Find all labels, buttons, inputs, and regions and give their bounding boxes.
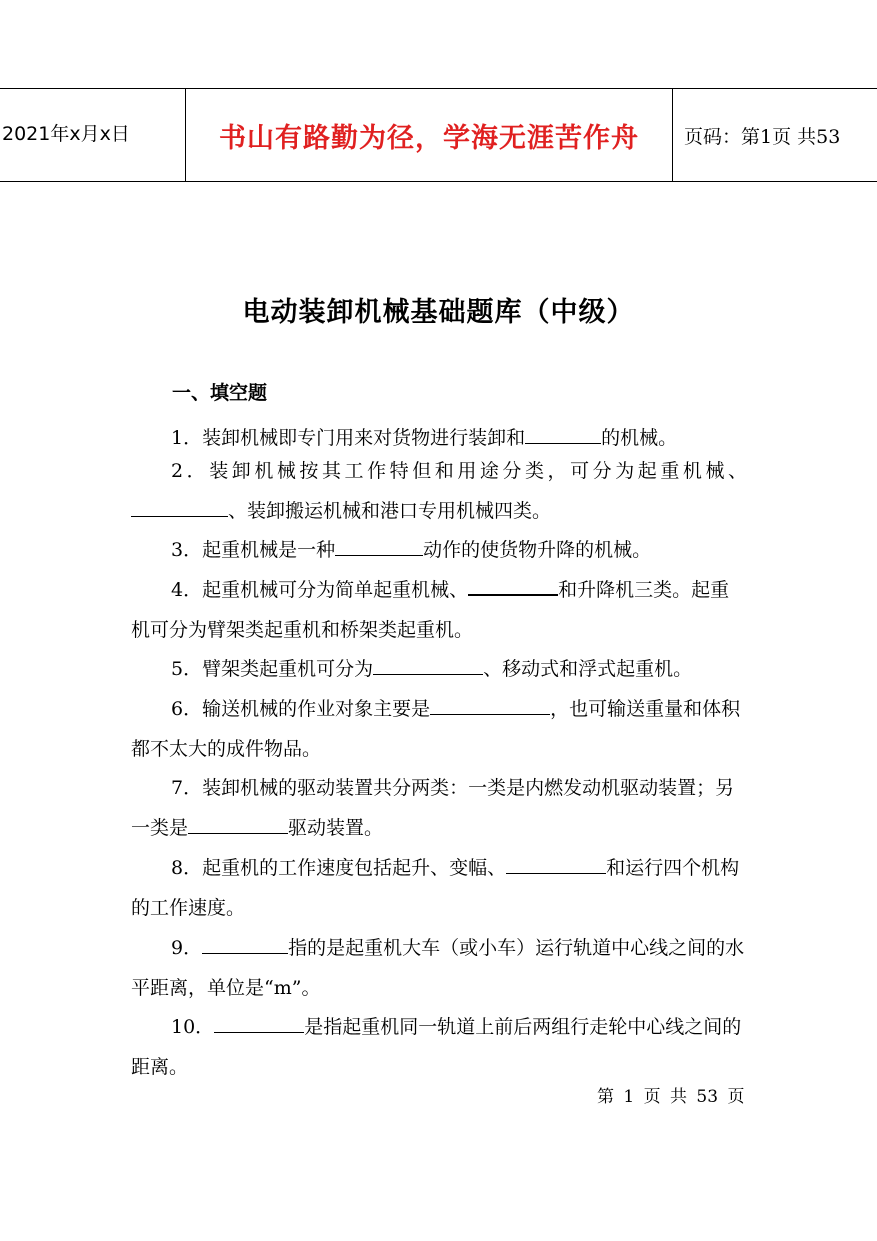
question-text: 、装卸搬运机械和港口专用机械四类。 bbox=[228, 500, 552, 522]
answer-blank bbox=[131, 494, 228, 517]
answer-blank bbox=[525, 421, 601, 444]
question-text: 驱动装置。 bbox=[288, 817, 384, 839]
answer-blank bbox=[468, 572, 558, 596]
question-text: 7．装卸机械的驱动装置共分两类：一类是内燃发动机驱动装置；另一类是 bbox=[131, 777, 735, 839]
header-motto: 书山有路勤为径，学海无涯苦作舟 bbox=[186, 89, 673, 181]
question-7 bbox=[131, 768, 747, 848]
question-text: 3．起重机械是一种 bbox=[171, 539, 336, 561]
question-5 bbox=[131, 649, 747, 689]
question-10 bbox=[131, 1007, 747, 1087]
section-heading: 一、填空题 bbox=[172, 382, 268, 404]
answer-blank bbox=[506, 851, 606, 874]
question-text: 8．起重机的工作速度包括起升、变幅、 bbox=[171, 857, 507, 879]
question-3 bbox=[131, 530, 747, 570]
question-text: 4．起重机械可分为简单起重机械、 bbox=[171, 579, 469, 601]
question-text: 指的是起重机大车（或小车）运行轨道中心线之间的水平距离，单位是“m”。 bbox=[131, 937, 745, 999]
question-8 bbox=[131, 848, 747, 928]
question-text: 10． bbox=[171, 1016, 215, 1038]
answer-blank bbox=[188, 811, 288, 834]
question-text: 1．装卸机械即专门用来对货物进行装卸和 bbox=[171, 427, 526, 449]
question-text: 和运行四个机构的工作速度。 bbox=[131, 857, 740, 919]
answer-blank bbox=[335, 533, 423, 556]
question-text: 9． bbox=[171, 937, 203, 959]
answer-blank bbox=[202, 931, 288, 954]
question-text: 是指起重机同一轨道上前后两组行走轮中心线之间的距离。 bbox=[131, 1016, 742, 1078]
question-6 bbox=[131, 689, 747, 769]
question-text: 、移动式和浮式起重机。 bbox=[483, 658, 693, 680]
question-text: 动作的使货物升降的机械。 bbox=[423, 539, 652, 561]
question-text: 6．输送机械的作业对象主要是 bbox=[171, 698, 431, 720]
answer-blank bbox=[430, 692, 550, 715]
page-header bbox=[0, 88, 877, 182]
question-text: 和升降机三类。起重机可分为臂架类起重机和桥架类起重机。 bbox=[131, 579, 730, 641]
question-text: 5．臂架类起重机可分为 bbox=[171, 658, 374, 680]
header-page-number: 页码：第1页 共53 bbox=[684, 125, 841, 148]
question-2 bbox=[131, 451, 747, 531]
question-9 bbox=[131, 928, 747, 1008]
question-text: 2．装卸机械按其工作特但和用途分类，可分为起重机械、 bbox=[171, 460, 747, 482]
page-footer: 第 1 页 共 53 页 bbox=[597, 1087, 745, 1107]
question-text: ，也可输送重量和体积都不太大的成件物品。 bbox=[131, 698, 741, 760]
answer-blank bbox=[214, 1010, 304, 1033]
answer-blank bbox=[373, 652, 483, 675]
question-4 bbox=[131, 570, 747, 650]
question-text: 的机械。 bbox=[601, 427, 678, 449]
header-date: 2021年x月x日 bbox=[0, 89, 186, 181]
document-title: 电动装卸机械基础题库（中级） bbox=[242, 297, 635, 328]
